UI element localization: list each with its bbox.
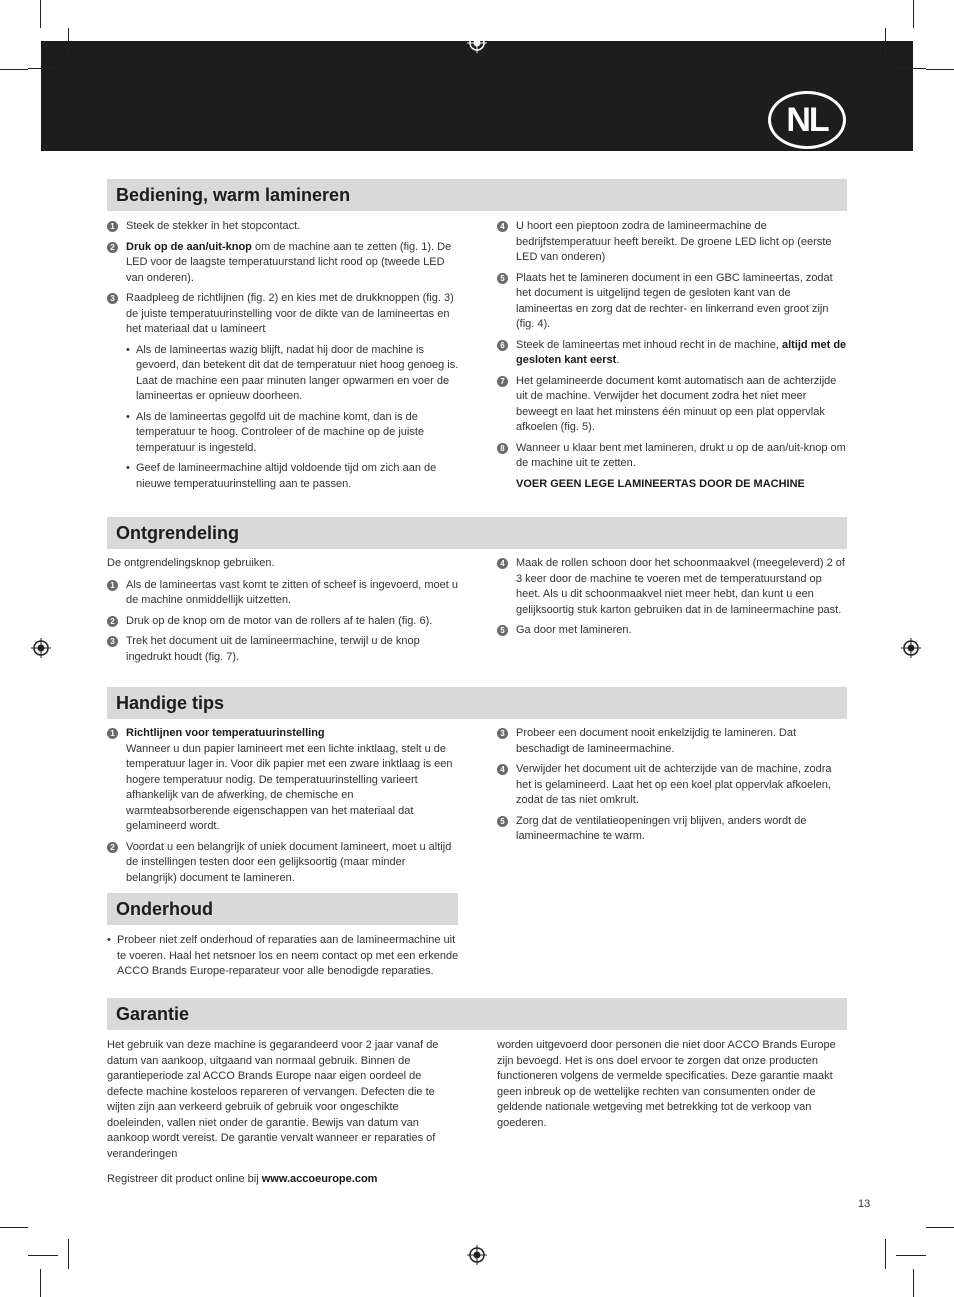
step-item: 2 Druk op de knop om de motor van de rollers af te halen (fig. 6). xyxy=(107,614,459,630)
warning-text: VOER GEEN LEGE LAMINEERTAS DOOR DE MACHINE xyxy=(516,477,805,490)
bullet-item: • Als de lamineertas wazig blijft, nadat hij door de machine is gevoerd, dan betekent dit dat de temperatuur niet hoog genoeg is. Laat de machine een paar minuten langer opwarmen en voer de lamineertas er opnieuw doorheen. xyxy=(126,343,459,402)
registration-mark-icon xyxy=(467,1245,487,1265)
crop-mark xyxy=(28,68,58,69)
ontgrendeling-left-column xyxy=(107,556,459,670)
crop-mark xyxy=(68,1239,69,1269)
step-item: 3 Raadpleeg de richtlijnen (fig. 2) en kies met de drukknoppen (fig. 3) de juiste temperatuurinstelling voor de dikte van de lamineertas en het materiaal dat u lamineert xyxy=(107,291,459,338)
section-title-garantie: Garantie xyxy=(107,998,847,1030)
step-number-icon: 7 xyxy=(497,376,508,387)
step-item: 1 Als de lamineertas vast komt te zitten of scheef is ingevoerd, moet u de machine onmiddellijk uitzetten. xyxy=(107,578,459,609)
step-number-icon: 3 xyxy=(107,293,118,304)
step-number-icon: 4 xyxy=(497,764,508,775)
language-badge: NL xyxy=(768,91,846,149)
onderhoud-column xyxy=(107,933,459,985)
step-item: 3 Trek het document uit de lamineermachine, terwijl u de knop ingedrukt houdt (fig. 7). xyxy=(107,634,459,665)
step-number-icon: 8 xyxy=(497,443,508,454)
section-title-bediening: Bediening, warm lamineren xyxy=(107,179,847,211)
tips-right-column xyxy=(497,726,849,850)
bullet-item: • Probeer niet zelf onderhoud of reparaties aan de lamineermachine uit te voeren. Haal het netsnoer los en neem contact op met een erkende ACCO Brands Europe-reparateur voor alle benodigde reparaties. xyxy=(107,934,459,977)
crop-mark xyxy=(40,1269,41,1297)
step-number-icon: 5 xyxy=(497,625,508,636)
crop-mark xyxy=(913,1269,914,1297)
crop-mark xyxy=(0,1227,28,1228)
step-number-icon: 2 xyxy=(107,842,118,853)
step-number-icon: 5 xyxy=(497,816,508,827)
bediening-left-column xyxy=(107,219,459,497)
crop-mark xyxy=(926,69,954,70)
crop-mark xyxy=(40,0,41,28)
step-number-icon: 5 xyxy=(497,273,508,284)
step-number-icon: 4 xyxy=(497,221,508,232)
tips-left-column xyxy=(107,726,459,891)
step-item: 5 Zorg dat de ventilatieopeningen vrij blijven, anders wordt de lamineermachine te warm. xyxy=(497,814,849,845)
crop-mark xyxy=(926,1227,954,1228)
garantie-right-column xyxy=(497,1038,837,1137)
intro-text: De ontgrendelingsknop gebruiken. xyxy=(107,557,275,569)
register-line: Registreer dit product online bij www.accoeurope.com xyxy=(107,1173,378,1185)
step-item: 5 Plaats het te lamineren document in een GBC lamineertas, zodat het document is uitgelijnd tegen de gesloten kant van de lamineertas en zorg dat de rechter- en linkerrand even groot zijn (fig. 4). xyxy=(497,271,849,333)
step-item: 1 Steek de stekker in het stopcontact. xyxy=(107,219,459,235)
registration-mark-icon xyxy=(467,33,487,53)
crop-mark xyxy=(0,69,28,70)
bediening-right-column xyxy=(497,219,849,497)
crop-mark xyxy=(885,28,886,58)
step-item: 7 Het gelamineerde document komt automatisch aan de achterzijde uit de machine. Verwijder het document zodra het niet meer beweegt en laat het minstens één minuut op een plat oppervlak afkoelen (fig. 5). xyxy=(497,374,849,436)
bullet-item: • Als de lamineertas gegolfd uit de machine komt, dan is de temperatuur te hoog. Controleer of de machine op de juiste temperatuur is ingesteld. xyxy=(126,410,425,454)
step-number-icon: 4 xyxy=(497,558,508,569)
step-item: 6 Steek de lamineertas met inhoud recht in de machine, altijd met de gesloten kant eerst. xyxy=(497,338,849,369)
bullet-item: • Geef de lamineermachine altijd voldoende tijd om zich aan de nieuwe temperatuurinstelling aan te passen. xyxy=(126,462,437,490)
step-number-icon: 6 xyxy=(497,340,508,351)
garantie-text: Het gebruik van deze machine is gegarandeerd voor 2 jaar vanaf de datum van aankoop, uitgaand van normaal gebruik. Binnen de garantieperiode zal ACCO Brands Europe naar eigen oordeel de defecte machine kosteloos repareren of vervangen. Defecten die te wijten zijn aan verkeerd gebruik of gebruik voor ongeschikte doeleinden, vallen niet onder de garantie. Bewijs van datum van aankoop wordt vereist. De garantie vervalt wanneer er reparaties of veranderingen xyxy=(107,1039,439,1160)
step-number-icon: 2 xyxy=(107,242,118,253)
step-item: 8 Wanneer u klaar bent met lamineren, drukt u op de aan/uit-knop om de machine uit te zetten. xyxy=(497,441,849,472)
crop-mark xyxy=(896,1255,926,1256)
crop-mark xyxy=(68,28,69,58)
step-number-icon: 1 xyxy=(107,221,118,232)
section-title-onderhoud: Onderhoud xyxy=(107,893,458,925)
step-number-icon: 3 xyxy=(497,728,508,739)
crop-mark xyxy=(913,0,914,28)
garantie-left-column xyxy=(107,1038,457,1194)
step-item: 1 Richtlijnen voor temperatuurinstelling Wanneer u dun papier lamineert met een lichte inktlaag, stelt u de temperatuur lager in. Voor dik papier met een zware inktlaag is een hogere temperatuur nodig. De temperatuurinstelling varieert afhankelijk van de afwerking, de chemische en warmteabsorberende eigenschappen van het materiaal dat gelamineerd wordt. xyxy=(107,726,459,835)
section-title-handige-tips: Handige tips xyxy=(107,687,847,719)
step-item: 3 Probeer een document nooit enkelzijdig te lamineren. Dat beschadigt de lamineermachine. xyxy=(497,726,849,757)
step-item: 5 Ga door met lamineren. xyxy=(497,623,849,639)
ontgrendeling-right-column xyxy=(497,556,849,644)
page-number: 13 xyxy=(858,1198,871,1210)
garantie-text: worden uitgevoerd door personen die niet door ACCO Brands Europe zijn bevoegd. Het is ons doel ervoor te zorgen dat onze producten functioneren volgens de vermelde specificaties. Deze garantie maakt geen inbreuk op de wettelijke rechten van consumenten onder de geldende nationale wetgeving met betrekking tot de verkoop van goederen. xyxy=(497,1039,836,1129)
step-number-icon: 3 xyxy=(107,636,118,647)
crop-mark xyxy=(28,1255,58,1256)
crop-mark xyxy=(885,1239,886,1269)
register-link[interactable]: www.accoeurope.com xyxy=(261,1173,378,1185)
registration-mark-icon xyxy=(901,638,921,658)
step-item: 4 Maak de rollen schoon door het schoonmaakvel (meegeleverd) 2 of 3 keer door de machine te voeren met de temperatuurstand op heet. Als u dit schoonmaakvel niet meer hebt, dan kunt u een gelijksoortig stuk karton gebruiken dat in de lamineermachine past. xyxy=(497,556,849,618)
step-item: 4 U hoort een pieptoon zodra de lamineermachine de bedrijfstemperatuur heeft bereikt. De groene LED licht op (eerste LED van onderen) xyxy=(497,219,849,266)
step-number-icon: 2 xyxy=(107,616,118,627)
step-item: 2 Druk op de aan/uit-knop om de machine aan te zetten (fig. 1). De LED voor de laagste temperatuurstand licht rood op (tweede LED van onderen). xyxy=(107,240,459,287)
step-item: 2 Voordat u een belangrijk of uniek document lamineert, moet u altijd de instellingen testen door een gelijksoortig (maar minder belangrijk) document te lamineren. xyxy=(107,840,459,887)
section-title-ontgrendeling: Ontgrendeling xyxy=(107,517,847,549)
step-number-icon: 1 xyxy=(107,580,118,591)
registration-mark-icon xyxy=(31,638,51,658)
crop-mark xyxy=(896,68,926,69)
step-number-icon: 1 xyxy=(107,728,118,739)
step-item: 4 Verwijder het document uit de achterzijde van de machine, zodra het is gelamineerd. Laat het op een koel plat oppervlak afkoelen, zodat de tas niet omkrult. xyxy=(497,762,849,809)
